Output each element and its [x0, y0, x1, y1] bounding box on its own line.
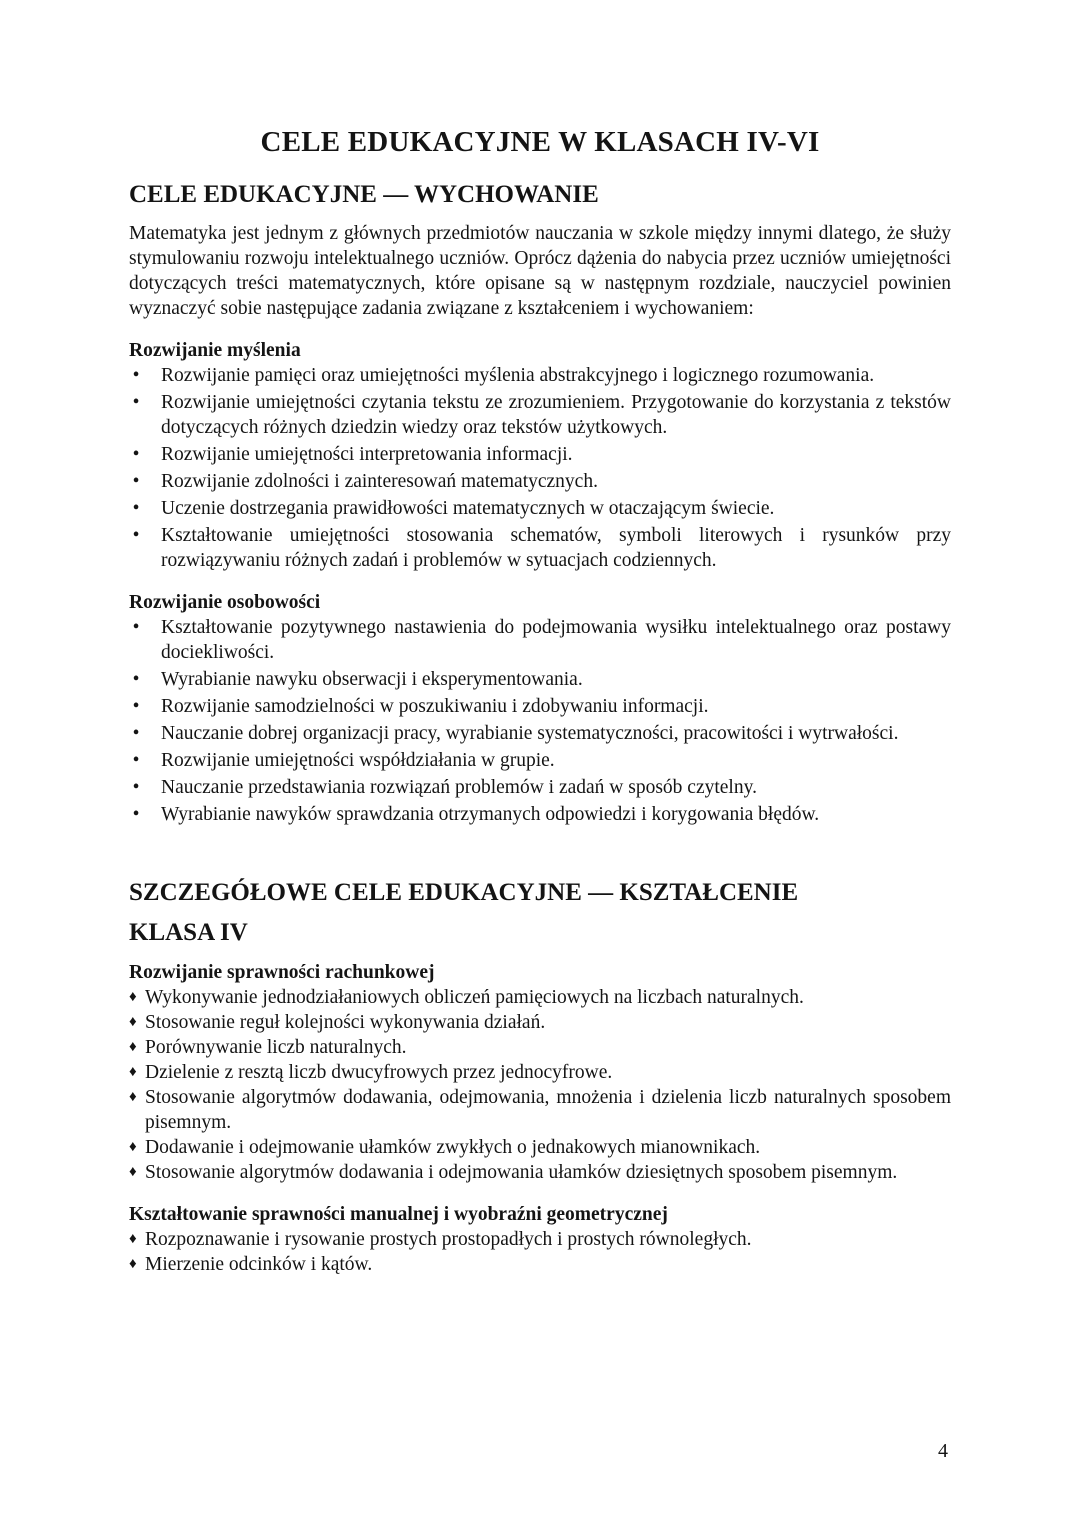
document-title: CELE EDUKACYJNE W KLASACH IV-VI — [260, 126, 820, 158]
list-item: • Rozwijanie umiejętności czytania tekstu ze zrozumieniem. Przygotowanie do korzystania z tekstów dotyczących różnych dziedzin wiedzy oraz tekstów użytkowych. — [129, 390, 951, 440]
bullet-icon: • — [132, 696, 140, 717]
bullet-icon: • — [132, 723, 140, 744]
bullet-icon: • — [132, 392, 140, 413]
list-item: • Wyrabianie nawyku obserwacji i eksperymentowania. — [129, 667, 951, 692]
diamond-icon: ♦ — [129, 1164, 137, 1180]
list-item: • Rozwijanie pamięci oraz umiejętności myślenia abstrakcyjnego i logicznego rozumowania. — [129, 363, 951, 388]
document-page — [129, 126, 951, 1294]
list-item: • Kształtowanie pozytywnego nastawienia do podejmowania wysiłku intelektualnego oraz postawy dociekliwości. — [129, 615, 951, 665]
bullet-icon: • — [132, 498, 140, 519]
group-sprawnosc-rachunkowa — [129, 960, 951, 1185]
list-item: • Nauczanie dobrej organizacji pracy, wyrabianie systematyczności, pracowitości i wytrwałości. — [129, 721, 951, 746]
list-item: • Rozwijanie zdolności i zainteresowań matematycznych. — [129, 469, 951, 494]
bullet-icon: • — [132, 365, 140, 386]
list-item: ♦ Stosowanie reguł kolejności wykonywania działań. — [129, 1012, 546, 1033]
list-item: ♦ Porównywanie liczb naturalnych. — [129, 1037, 407, 1058]
bullet-icon: • — [132, 750, 140, 771]
subheading: Rozwijanie myślenia — [129, 340, 301, 361]
bullet-icon: • — [132, 804, 140, 825]
list-item: • Rozwijanie umiejętności współdziałania w grupie. — [129, 748, 951, 773]
diamond-icon: ♦ — [129, 1064, 137, 1080]
group-rozwijanie-myslenia — [129, 338, 951, 573]
diamond-icon: ♦ — [129, 1256, 137, 1272]
list-item: ♦ Wykonywanie jednodziałaniowych obliczeń pamięciowych na liczbach naturalnych. — [129, 987, 804, 1008]
section-heading-wychowanie: CELE EDUKACYJNE — WYCHOWANIE — [129, 181, 599, 208]
list-item: ♦ Stosowanie algorytmów dodawania i odejmowania ułamków dziesiętnych sposobem pisemnym. — [129, 1162, 898, 1183]
diamond-list — [129, 1227, 951, 1277]
bullet-icon: • — [132, 444, 140, 465]
bullet-icon: • — [132, 669, 140, 690]
page-number: 4 — [938, 1440, 948, 1462]
diamond-icon: ♦ — [129, 1039, 137, 1055]
bullet-list — [129, 615, 951, 827]
group-sprawnosc-manualna — [129, 1202, 951, 1277]
group-rozwijanie-osobowosci — [129, 590, 951, 827]
list-item: • Nauczanie przedstawiania rozwiązań problemów i zadań w sposób czytelny. — [129, 775, 951, 800]
diamond-icon: ♦ — [129, 1139, 137, 1155]
subheading: Rozwijanie osobowości — [129, 592, 321, 613]
bullet-list — [129, 363, 951, 573]
bullet-icon: • — [132, 617, 140, 638]
section-heading-ksztalcenie: SZCZEGÓŁOWE CELE EDUKACYJNE — KSZTAŁCENIE — [129, 879, 799, 906]
diamond-icon: ♦ — [129, 1231, 137, 1247]
bullet-icon: • — [132, 471, 140, 492]
list-item: ♦ Dzielenie z resztą liczb dwucyfrowych przez jednocyfrowe. — [129, 1062, 613, 1083]
diamond-list — [129, 985, 951, 1185]
list-item: • Kształtowanie umiejętności stosowania schematów, symboli literowych i rysunków przy rozwiązywaniu różnych zadań i problemów w sytuacjach codziennych. — [129, 523, 951, 573]
diamond-icon: ♦ — [129, 989, 137, 1005]
subheading: Rozwijanie sprawności rachunkowej — [129, 962, 435, 983]
list-item: • Uczenie dostrzegania prawidłowości matematycznych w otaczającym świecie. — [129, 496, 951, 521]
list-item: • Rozwijanie umiejętności interpretowania informacji. — [129, 442, 951, 467]
list-item: • Rozwijanie samodzielności w poszukiwaniu i zdobywaniu informacji. — [129, 694, 951, 719]
list-item: ♦ Dodawanie i odejmowanie ułamków zwykłych o jednakowych mianownikach. — [129, 1137, 761, 1158]
klasa-heading: KLASA IV — [129, 919, 248, 946]
bullet-icon: • — [132, 777, 140, 798]
list-item: • Wyrabianie nawyków sprawdzania otrzymanych odpowiedzi i korygowania błędów. — [129, 802, 951, 827]
diamond-icon: ♦ — [129, 1014, 137, 1030]
list-item: ♦ Rozpoznawanie i rysowanie prostych prostopadłych i prostych równoległych. — [129, 1229, 752, 1250]
subheading: Kształtowanie sprawności manualnej i wyobraźni geometrycznej — [129, 1204, 668, 1225]
diamond-icon: ♦ — [129, 1089, 137, 1105]
bullet-icon: • — [132, 525, 140, 546]
intro-paragraph: Matematyka jest jednym z głównych przedmiotów nauczania w szkole między innymi dlatego, że służy stymulowaniu rozwoju intelektualnego uczniów. Oprócz dążenia do nabycia przez uczniów umiejętności dotyczących treści matematycznych, które opisane są w następnym rozdziale, nauczyciel powinien wyznaczyć sobie następujące zadania związane z kształceniem i wychowaniem: — [129, 223, 951, 319]
list-item: ♦ Stosowanie algorytmów dodawania, odejmowania, mnożenia i dzielenia liczb naturalnych sposobem pisemnym. — [129, 1087, 951, 1133]
list-item: ♦ Mierzenie odcinków i kątów. — [129, 1254, 373, 1275]
